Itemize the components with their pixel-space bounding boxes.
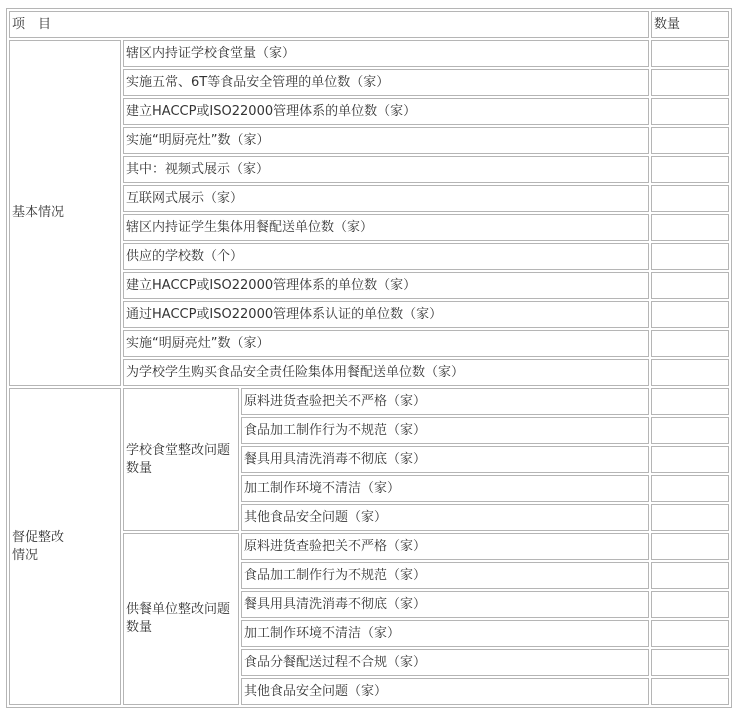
section-supervise-label [9, 388, 121, 705]
quantity-input[interactable] [651, 40, 729, 67]
quantity-input[interactable] [651, 475, 729, 502]
subsection-supplier-label-line2: 数量 [126, 620, 153, 635]
row-label: 互联网式展示（家） [123, 185, 649, 212]
row-label: 供应的学校数（个） [123, 243, 649, 270]
table-row [9, 40, 729, 67]
subsection-canteen-label-line1: 学校食堂整改问题 [126, 442, 231, 458]
quantity-input[interactable] [651, 388, 729, 415]
section-basic-label: 基本情况 [9, 40, 121, 386]
quantity-input[interactable] [651, 417, 729, 444]
row-label: 其他食品安全问题（家） [241, 678, 649, 705]
row-label: 其他食品安全问题（家） [241, 504, 649, 531]
quantity-input[interactable] [651, 214, 729, 241]
subsection-supplier-label [123, 533, 239, 705]
row-label: 食品分餐配送过程不合规（家） [241, 649, 649, 676]
quantity-input[interactable] [651, 301, 729, 328]
section-supervise-label-line1: 督促整改 [12, 529, 65, 545]
quantity-input[interactable] [651, 533, 729, 560]
row-label: 加工制作环境不清洁（家） [241, 475, 649, 502]
table-row [9, 388, 729, 415]
subsection-supplier-label-line1: 供餐单位整改问题 [126, 602, 231, 617]
row-label: 其中：视频式展示（家） [123, 156, 649, 183]
row-label: 建立HACCP或ISO22000管理体系的单位数（家） [123, 272, 649, 299]
header-quantity-cell: 数量 [651, 11, 729, 38]
quantity-input[interactable] [651, 359, 729, 386]
quantity-input[interactable] [651, 330, 729, 357]
row-label: 通过HACCP或ISO22000管理体系认证的单位数（家） [123, 301, 649, 328]
quantity-input[interactable] [651, 127, 729, 154]
row-label: 原料进货查验把关不严格（家） [241, 533, 649, 560]
subsection-canteen-label [123, 388, 239, 531]
header-item-cell: 项 目 [9, 11, 649, 38]
row-label: 为学校学生购买食品安全责任险集体用餐配送单位数（家） [123, 359, 649, 386]
subsection-canteen-label-line2: 数量 [126, 460, 153, 476]
row-label: 餐具用具清洗消毒不彻底（家） [241, 446, 649, 473]
row-label: 实施“明厨亮灶”数（家） [123, 127, 649, 154]
row-label: 建立HACCP或ISO22000管理体系的单位数（家） [123, 98, 649, 125]
row-label: 食品加工制作行为不规范（家） [241, 562, 649, 589]
quantity-input[interactable] [651, 562, 729, 589]
row-label: 辖区内持证学校食堂量（家） [123, 40, 649, 67]
row-label: 原料进货查验把关不严格（家） [241, 388, 649, 415]
row-label: 辖区内持证学生集体用餐配送单位数（家） [123, 214, 649, 241]
statistics-table [6, 8, 732, 708]
row-label: 餐具用具清洗消毒不彻底（家） [241, 591, 649, 618]
quantity-input[interactable] [651, 69, 729, 96]
quantity-input[interactable] [651, 504, 729, 531]
row-label: 食品加工制作行为不规范（家） [241, 417, 649, 444]
quantity-input[interactable] [651, 243, 729, 270]
quantity-input[interactable] [651, 620, 729, 647]
quantity-input[interactable] [651, 649, 729, 676]
quantity-input[interactable] [651, 272, 729, 299]
quantity-input[interactable] [651, 678, 729, 705]
row-label: 加工制作环境不清洁（家） [241, 620, 649, 647]
quantity-input[interactable] [651, 446, 729, 473]
quantity-input[interactable] [651, 98, 729, 125]
quantity-input[interactable] [651, 185, 729, 212]
section-supervise-label-line2: 情况 [12, 547, 39, 563]
quantity-input[interactable] [651, 156, 729, 183]
row-label: 实施五常、6T等食品安全管理的单位数（家） [123, 69, 649, 96]
row-label: 实施“明厨亮灶”数（家） [123, 330, 649, 357]
quantity-input[interactable] [651, 591, 729, 618]
header-row [9, 11, 729, 38]
